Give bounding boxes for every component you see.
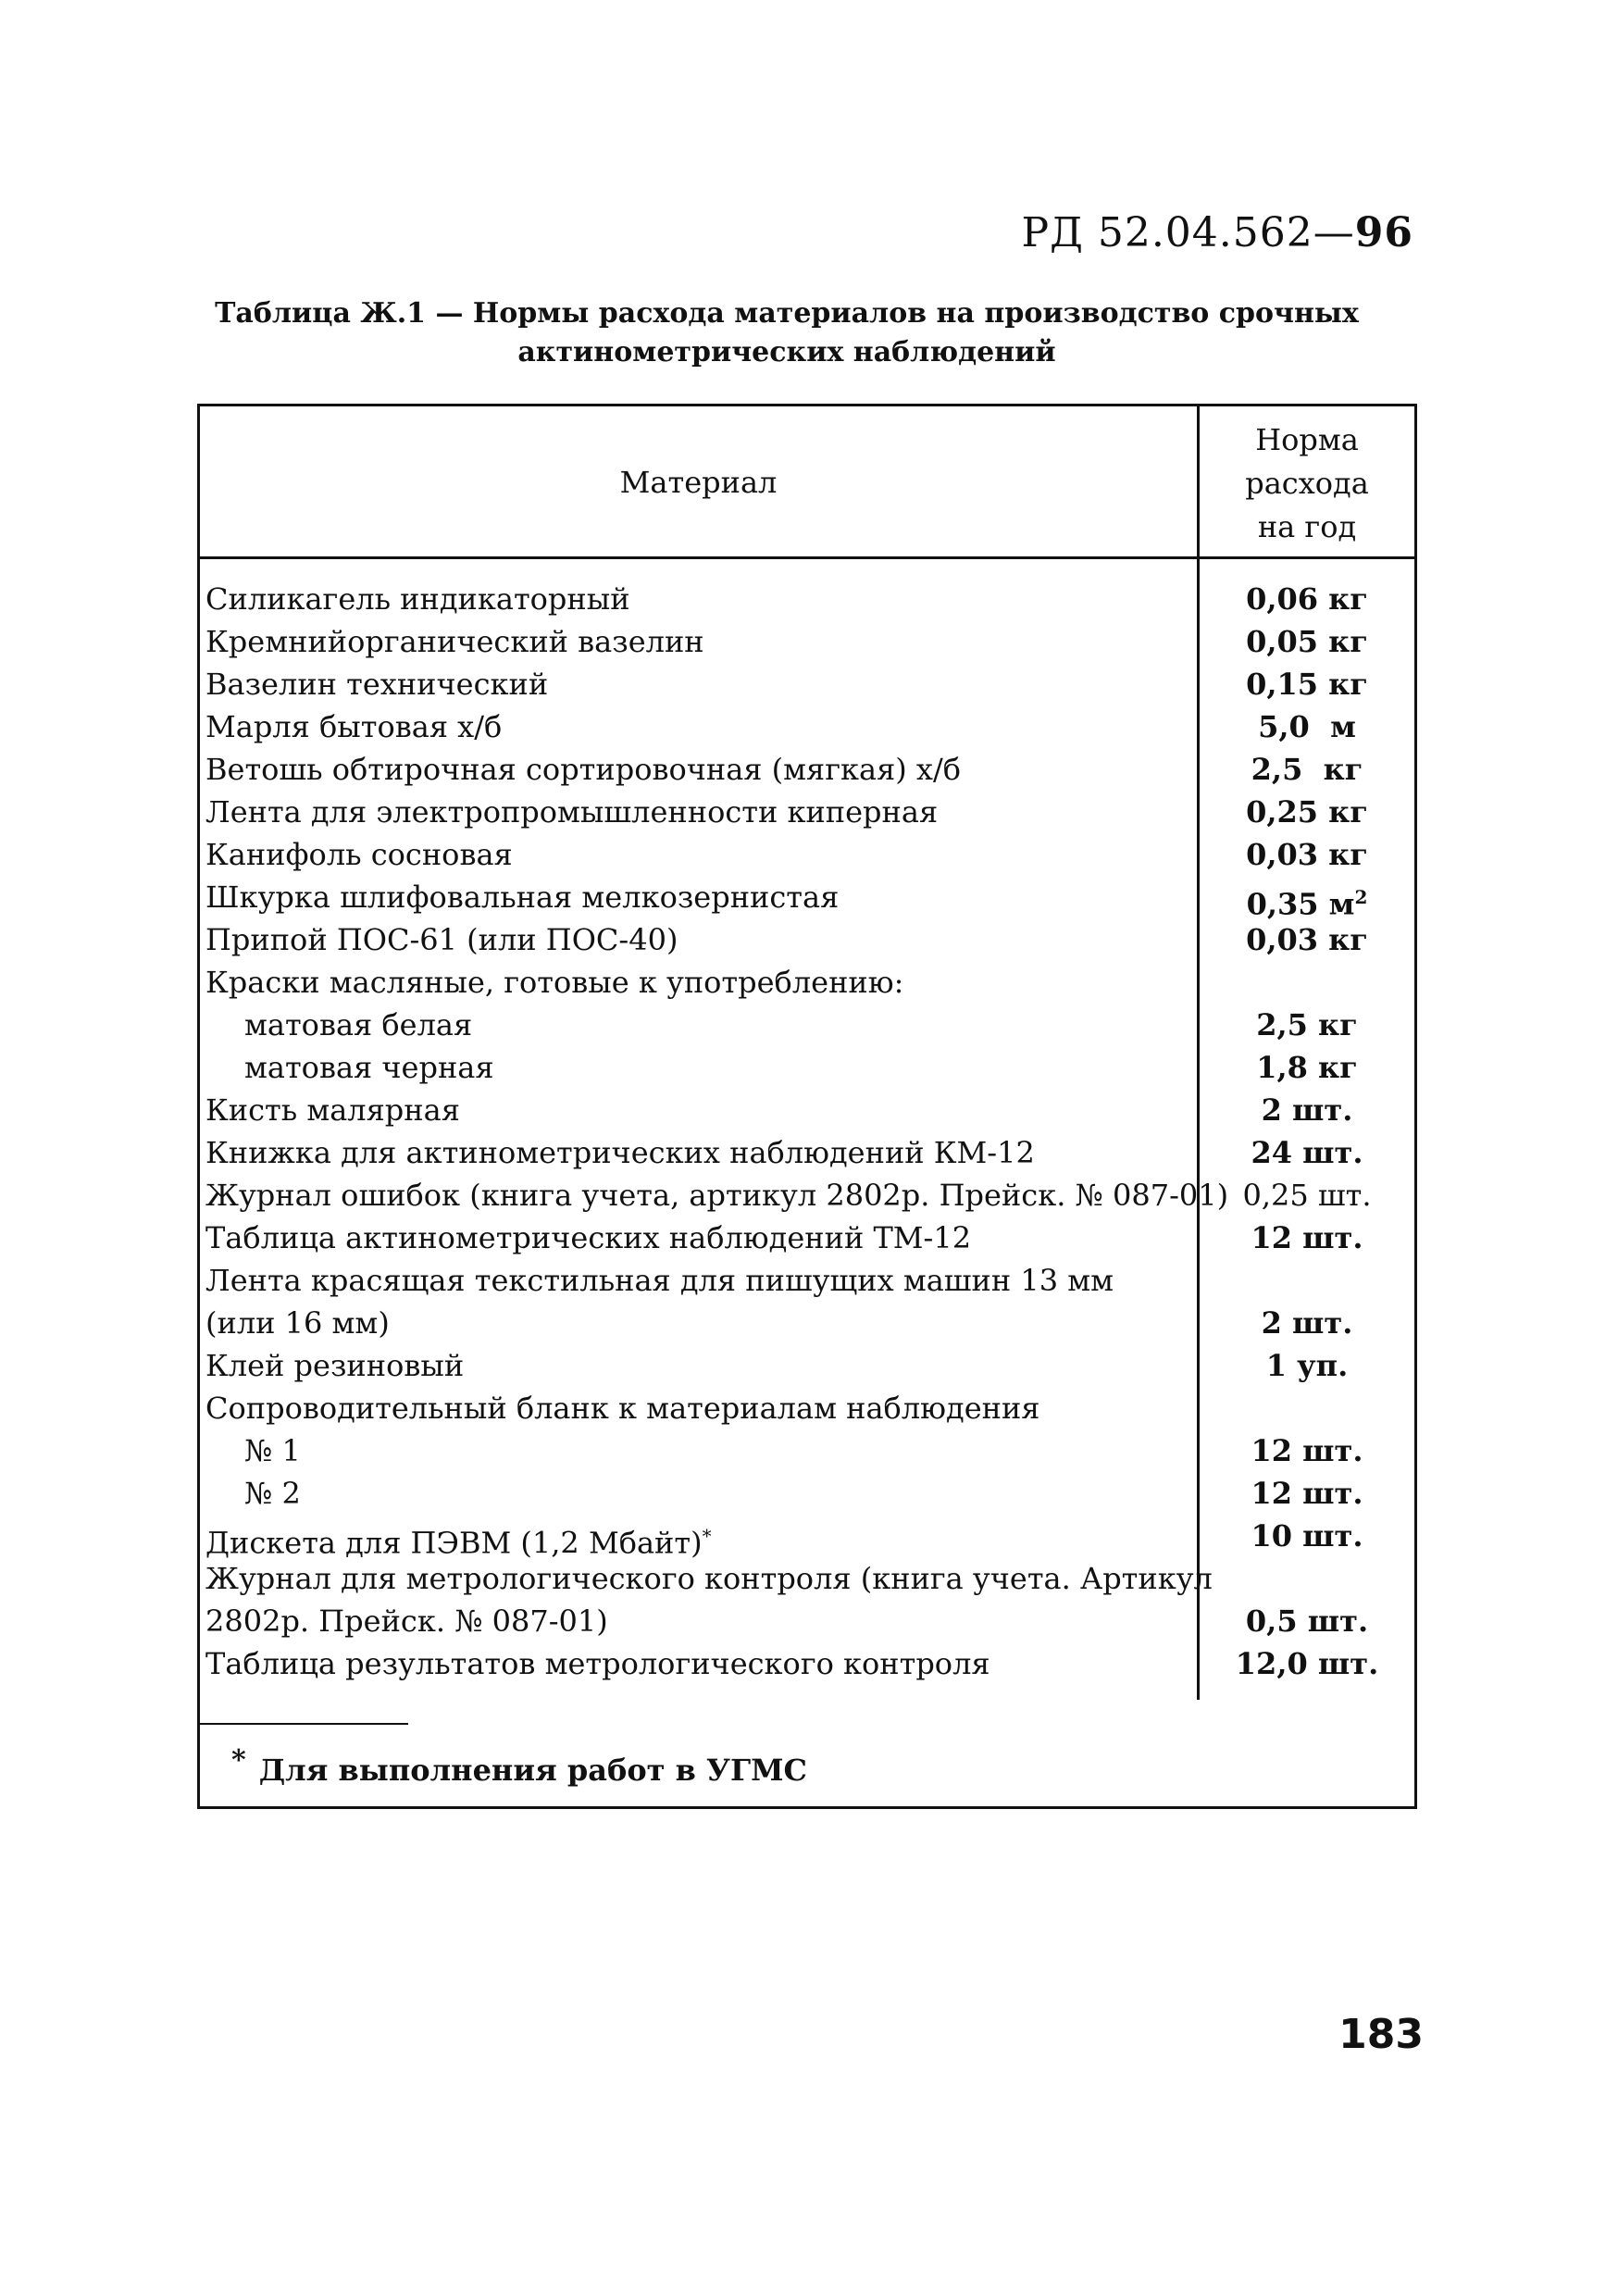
material-text: Клей резиновый [205, 1348, 465, 1383]
table-row [205, 1557, 1409, 1600]
footnote-marker: * [231, 1744, 246, 1777]
column-header-norm-line-2: расхода [1245, 466, 1369, 501]
table-row [205, 1004, 1409, 1046]
table-row [205, 620, 1409, 663]
norm-text: 12,0 шт. [1235, 1646, 1379, 1681]
norm-value [1200, 1600, 1414, 1642]
material-text: Таблица результатов метрологического контроля [205, 1646, 990, 1681]
column-header-norm [1200, 418, 1414, 549]
material-name [205, 876, 839, 918]
material-name [205, 1131, 1035, 1174]
footnote-text: Для выполнения работ в УГМС [258, 1753, 807, 1788]
column-header-norm-line-3: на год [1257, 509, 1357, 544]
material-name [244, 1004, 472, 1046]
table-row [205, 833, 1409, 876]
material-name [244, 1472, 301, 1515]
norm-value [1200, 1429, 1414, 1472]
norm-text: 12 шт. [1251, 1433, 1363, 1468]
material-name [205, 705, 502, 748]
material-text: Канифоль сосновая [205, 837, 513, 872]
material-name [205, 1557, 1213, 1600]
table-row [205, 1259, 1409, 1302]
norm-value [1200, 1004, 1414, 1046]
material-text: (или 16 мм) [205, 1305, 390, 1341]
norm-text: 2,5 кг [1251, 752, 1363, 787]
material-text: Лента красящая текстильная для пишущих машин 13 мм [205, 1263, 1114, 1298]
table-row [205, 1387, 1409, 1429]
table-row [205, 791, 1409, 833]
header-divider [197, 556, 1417, 559]
material-name [205, 833, 513, 876]
table-row [205, 1046, 1409, 1089]
norm-value [1200, 1515, 1414, 1557]
material-footnote-marker: * [702, 1525, 712, 1547]
table-row [205, 1515, 1409, 1561]
norm-text: 5,0 м [1258, 709, 1356, 744]
material-text: Марля бытовая х/б [205, 709, 503, 744]
norm-value [1200, 578, 1414, 620]
material-text: Припой ПОС-61 (или ПОС-40) [205, 922, 678, 957]
footnote-rule [200, 1723, 408, 1725]
material-name [205, 791, 938, 833]
table-title-line-1: Таблица Ж.1 — Нормы расхода материалов на производство срочных [215, 297, 1359, 330]
document-code-year: 96 [1354, 209, 1413, 256]
table-body [205, 578, 1409, 1685]
material-text: Силикагель индикаторный [205, 581, 630, 617]
table-row [205, 1642, 1409, 1685]
material-name [205, 578, 630, 620]
material-text: Ветошь обтирочная сортировочная (мягкая) х/б [205, 752, 961, 787]
norm-value [1200, 918, 1414, 961]
norm-text: 12 шт. [1251, 1220, 1363, 1255]
column-header-norm-line-1: Норма [1255, 422, 1359, 457]
norm-value [1200, 1131, 1414, 1174]
table-row [205, 1600, 1409, 1642]
material-name [205, 961, 903, 1004]
table-row [205, 748, 1409, 791]
norm-value [1200, 620, 1414, 663]
column-header-material: Материал [619, 465, 778, 500]
table-row [205, 1217, 1409, 1259]
norm-text: 0,03 кг [1246, 837, 1368, 872]
material-text: Книжка для актинометрических наблюдений КМ-12 [205, 1135, 1035, 1170]
material-text: Кремнийорганический вазелин [205, 624, 704, 659]
norm-text: 1 уп. [1265, 1348, 1349, 1383]
norm-text: 1,8 кг [1256, 1050, 1358, 1085]
material-text: 2802р. Прейск. № 087-01) [205, 1603, 608, 1639]
norm-value [1200, 1472, 1414, 1515]
norm-text: 0,25 кг [1246, 794, 1368, 830]
material-name [205, 1217, 971, 1259]
material-text: Таблица актинометрических наблюдений ТМ-12 [205, 1220, 972, 1255]
table-row [205, 1429, 1409, 1472]
table-row [205, 918, 1409, 961]
norm-value [1200, 1089, 1414, 1131]
material-name [205, 663, 548, 705]
norm-text: 12 шт. [1251, 1476, 1363, 1511]
material-name [205, 1600, 608, 1642]
material-text: Сопроводительный бланк к материалам наблюдения [205, 1391, 1040, 1426]
norm-value [1200, 748, 1414, 791]
material-text: Шкурка шлифовальная мелкозернистая [205, 880, 840, 915]
table-row [205, 961, 1409, 1004]
table-row [205, 663, 1409, 705]
material-name [205, 1302, 390, 1344]
norm-superscript: 2 [1354, 886, 1368, 908]
material-text: № 2 [244, 1476, 301, 1511]
material-name [205, 918, 678, 961]
norm-value [1200, 1046, 1414, 1089]
document-code [1021, 209, 1413, 256]
norm-value [1200, 1174, 1414, 1217]
table-row [205, 1472, 1409, 1515]
table-row [205, 1089, 1409, 1131]
material-text: № 1 [244, 1433, 301, 1468]
material-text: Краски масляные, готовые к употреблению: [205, 965, 904, 1000]
table-row [205, 578, 1409, 620]
table-title [185, 294, 1388, 372]
table-row [205, 1131, 1409, 1174]
document-code-prefix: РД 52.04.562— [1021, 209, 1355, 256]
norm-text: 0,03 кг [1246, 922, 1368, 957]
norm-text: 2 шт. [1261, 1092, 1353, 1128]
table-row [205, 705, 1409, 748]
norm-text: 0,06 кг [1246, 581, 1368, 617]
norm-text: 2 шт. [1261, 1305, 1353, 1341]
norm-value [1200, 1344, 1414, 1387]
footnote [231, 1744, 807, 1788]
material-text: Журнал для метрологического контроля (книга учета. Артикул [205, 1561, 1213, 1596]
material-text: матовая черная [244, 1050, 494, 1085]
material-name [244, 1429, 301, 1472]
material-name [205, 620, 704, 663]
norm-value [1200, 663, 1414, 705]
material-name [205, 1259, 1114, 1302]
material-text: Вазелин технический [205, 667, 549, 702]
norm-text: 0,05 кг [1246, 624, 1368, 659]
page-number: 183 [1338, 2011, 1424, 2058]
material-name [205, 1642, 990, 1685]
material-text: Лента для электропромышленности киперная [205, 794, 939, 830]
material-name [205, 1344, 464, 1387]
material-text: Кисть малярная [205, 1092, 460, 1128]
material-name [205, 1089, 460, 1131]
norm-value [1200, 705, 1414, 748]
table-row [205, 1174, 1409, 1217]
norm-text: 0,35 м [1246, 886, 1355, 922]
material-text: матовая белая [244, 1007, 473, 1042]
material-name [205, 1387, 1039, 1429]
material-name [244, 1046, 494, 1089]
table-title-line-2: актинометрических наблюдений [517, 336, 1056, 368]
table-row [205, 1344, 1409, 1387]
norm-text: 24 шт. [1251, 1135, 1363, 1170]
material-name [205, 748, 961, 791]
table-row [205, 1302, 1409, 1344]
norm-text: 0,15 кг [1246, 667, 1368, 702]
table-row [205, 876, 1409, 922]
material-name [205, 1174, 1228, 1217]
norm-value [1200, 1217, 1414, 1259]
norm-value [1200, 791, 1414, 833]
material-text: Дискета для ПЭВМ (1,2 Мбайт) [205, 1525, 703, 1561]
norm-value [1200, 1642, 1414, 1685]
norm-text: 0,5 шт. [1245, 1603, 1369, 1639]
norm-value [1200, 1302, 1414, 1344]
norm-text: 10 шт. [1251, 1518, 1363, 1554]
norm-text: 2,5 кг [1256, 1007, 1358, 1042]
norm-value [1200, 833, 1414, 876]
material-text: Журнал ошибок (книга учета, артикул 2802р. Прейск. № 087-01) [205, 1178, 1229, 1213]
norm-text: 0,25 шт. [1242, 1178, 1372, 1213]
